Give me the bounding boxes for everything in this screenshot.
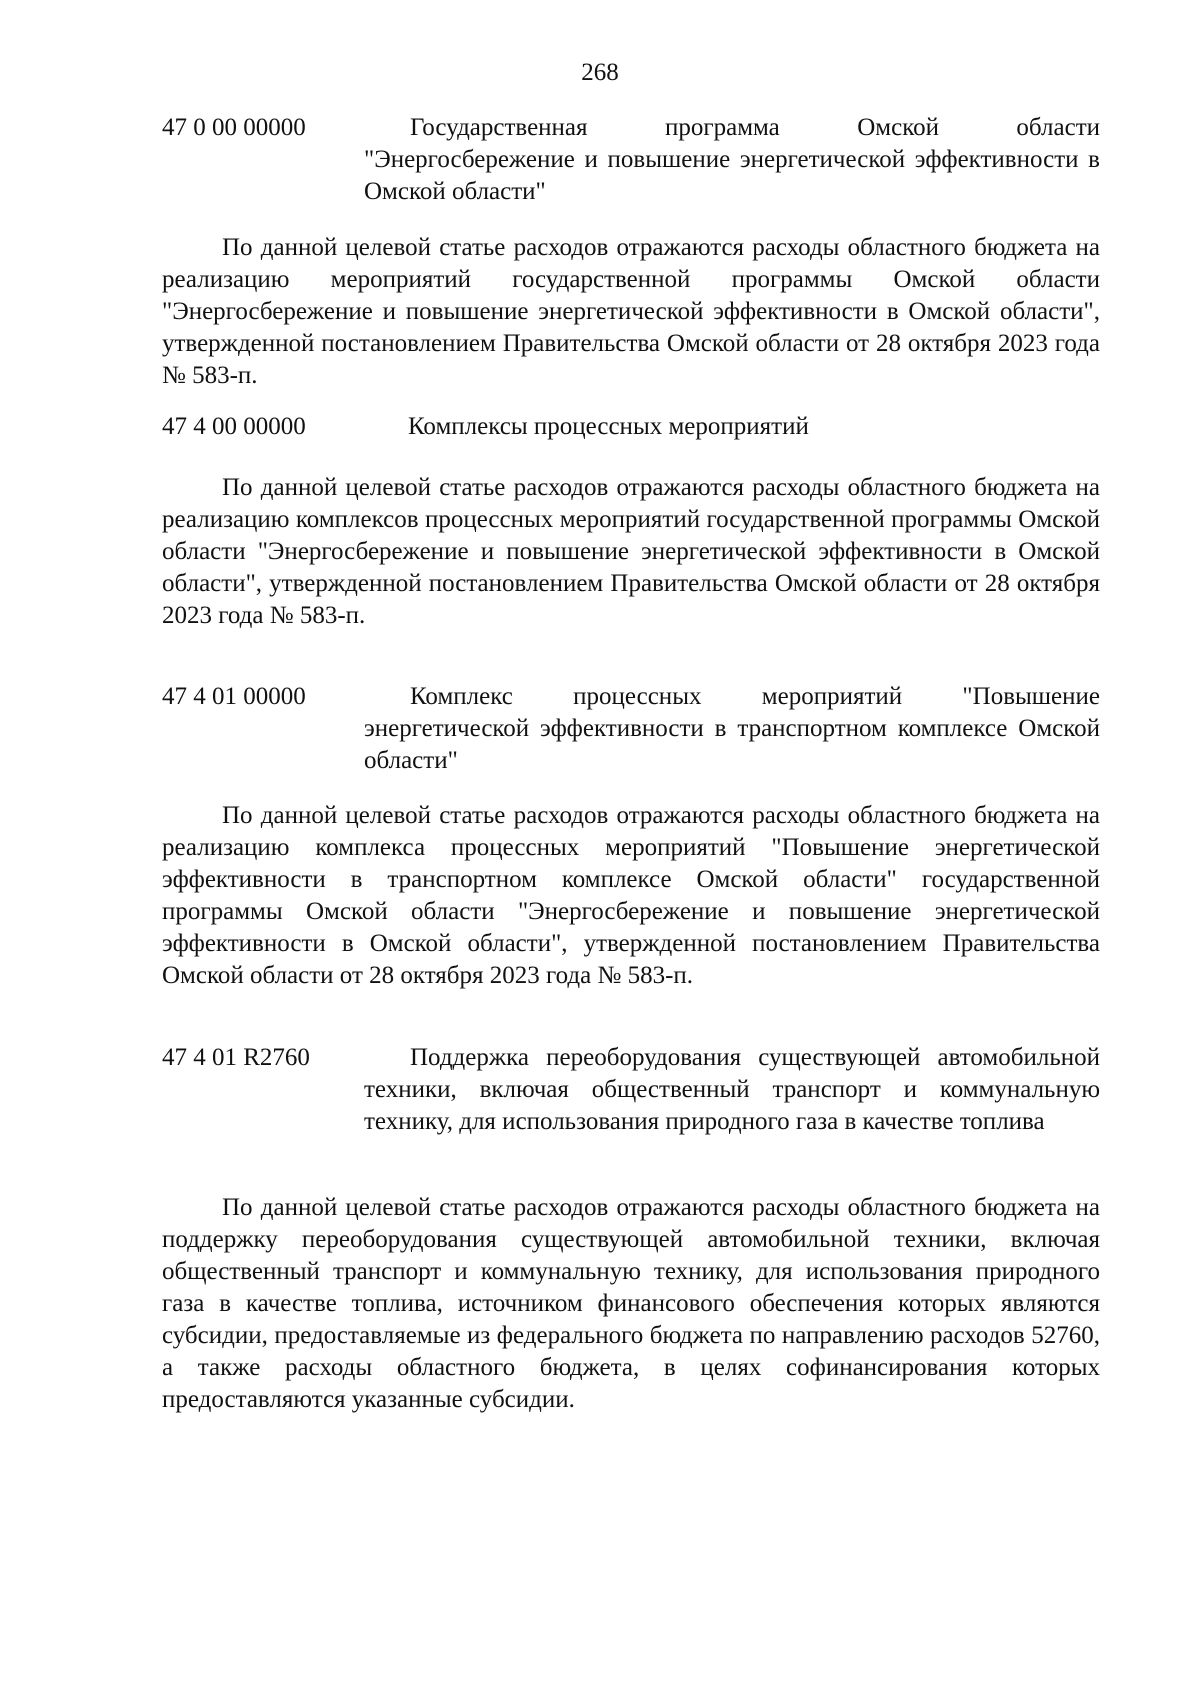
section-description: По данной целевой статье расходов отражаются расходы областного бюджета на реализацию комплекса процессных мероприятий "Повышение энергетической эффективности в транспортном комплексе Омской области" государственной программы Омской области "Энергосбережение и повышение энергетической эффективности в Омской области", утвержденной постановлением Правительства Омской области от 28 октября 2023 года № 583-п. [162, 802, 1100, 989]
section-description: По данной целевой статье расходов отражаются расходы областного бюджета на реализацию комплексов процессных мероприятий государственной программы Омской области "Энергосбережение и повышение энергетической эффективности в Омской области", утвержденной постановлением Правительства Омской области от 28 октября 2023 года № 583-п. [162, 474, 1100, 629]
section-title: Государственная программа Омской области "Энергосбережение и повышение энергетической эффективности в Омской области" [364, 114, 1100, 205]
budget-code: 47 4 01 00000 [162, 683, 306, 710]
budget-code: 47 4 00 00000 [162, 413, 306, 440]
section-heading [162, 411, 1100, 443]
section-heading [162, 112, 1100, 208]
section-title: Комплексы процессных мероприятий [408, 413, 809, 440]
section-heading [162, 681, 1100, 777]
section-title: Комплекс процессных мероприятий "Повышение энергетической эффективности в транспортном комплексе Омской области" [364, 683, 1100, 774]
section-heading [162, 1042, 1100, 1138]
section-title: Поддержка переоборудования существующей автомобильной техники, включая общественный транспорт и коммунальную технику, для использования природного газа в качестве топлива [364, 1044, 1100, 1135]
section-description: По данной целевой статье расходов отражаются расходы областного бюджета на поддержку переоборудования существующей автомобильной техники, включая общественный транспорт и коммунальную технику, для использования природного газа в качестве топлива, источником финансового обеспечения которых являются субсидии, предоставляемые из федерального бюджета по направлению расходов 52760, а также расходы областного бюджета, в целях софинансирования которых предоставляются указанные субсидии. [162, 1194, 1100, 1413]
page-number: 268 [581, 59, 619, 86]
budget-code: 47 4 01 R2760 [162, 1044, 310, 1071]
section-description: По данной целевой статье расходов отражаются расходы областного бюджета на реализацию мероприятий государственной программы Омской области "Энергосбережение и повышение энергетической эффективности в Омской области", утвержденной постановлением Правительства Омской области от 28 октября 2023 года № 583-п. [162, 234, 1100, 389]
budget-code: 47 0 00 00000 [162, 114, 306, 141]
